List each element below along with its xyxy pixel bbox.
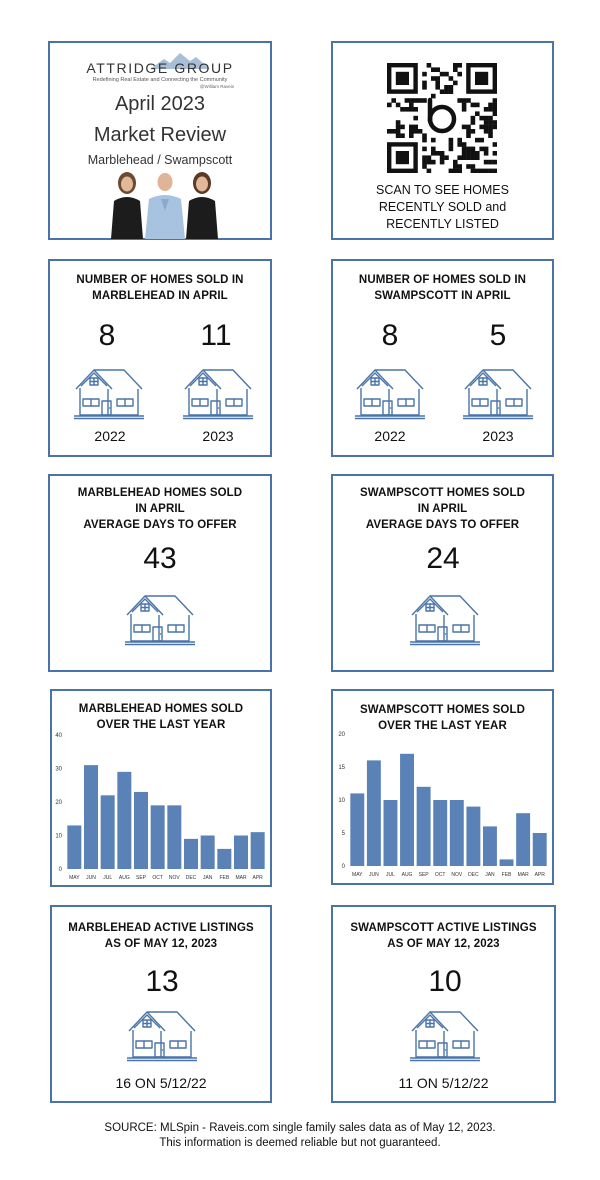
x-tick-label: MAR bbox=[235, 875, 247, 881]
towns-subtitle: Marblehead / Swampscott bbox=[87, 153, 233, 167]
qr-card[interactable] bbox=[331, 41, 554, 240]
header-card bbox=[48, 41, 272, 240]
title-line1: NUMBER OF HOMES SOLD IN bbox=[358, 274, 527, 286]
bar-aug bbox=[117, 772, 131, 869]
chart-title-line1: MARBLEHEAD HOMES SOLD bbox=[78, 703, 244, 715]
swampscott-bar-chart bbox=[333, 727, 552, 883]
house-icon bbox=[353, 364, 429, 420]
x-tick-label: OCT bbox=[434, 872, 446, 878]
sold-count-2023: 5 bbox=[489, 319, 507, 352]
bar-sep bbox=[417, 787, 431, 866]
y-tick-label: 20 bbox=[55, 800, 62, 806]
source-footer bbox=[0, 1121, 600, 1151]
title-line2: SWAMPSCOTT IN APRIL bbox=[374, 290, 511, 302]
days-to-offer-marblehead-title bbox=[50, 485, 270, 533]
title-line1: SWAMPSCOTT ACTIVE LISTINGS bbox=[350, 922, 537, 934]
bar-aug bbox=[400, 754, 414, 866]
qr-caption bbox=[333, 182, 552, 233]
homes-sold-marblehead-card bbox=[48, 259, 272, 457]
house-icon bbox=[181, 364, 257, 420]
days-to-offer-swampscott-title bbox=[333, 485, 552, 533]
active-listings-value: 10 bbox=[428, 965, 462, 998]
x-tick-label: NOV bbox=[451, 872, 463, 878]
active-listings-swampscott-title bbox=[333, 920, 554, 952]
bar-oct bbox=[151, 805, 165, 869]
year-label-2023: 2023 bbox=[482, 428, 514, 444]
brand-sub-tagline: @William Raveis bbox=[199, 84, 234, 89]
bar-feb bbox=[500, 859, 514, 866]
bar-jun bbox=[84, 765, 98, 869]
bar-jan bbox=[483, 826, 497, 866]
title-line1: SWAMPSCOTT HOMES SOLD bbox=[359, 487, 526, 499]
prior-year-listings: 11 ON 5/12/22 bbox=[398, 1075, 489, 1091]
bar-dec bbox=[466, 807, 480, 866]
title-line3: AVERAGE DAYS TO OFFER bbox=[365, 519, 520, 531]
homes-sold-swampscott-card bbox=[331, 259, 554, 457]
bar-may bbox=[67, 825, 81, 869]
footer-line1: SOURCE: MLSpin - Raveis.com single family sales data as of May 12, 2023. bbox=[104, 1122, 496, 1134]
report-title-line2: Market Review bbox=[93, 124, 227, 146]
title-line2: AS OF MAY 12, 2023 bbox=[104, 938, 218, 950]
qr-caption-line2: RECENTLY SOLD and bbox=[378, 200, 507, 214]
days-to-offer-marblehead-card bbox=[48, 474, 272, 672]
days-to-offer-value: 43 bbox=[143, 542, 177, 575]
bar-jun bbox=[367, 760, 381, 866]
chart-title-line2: OVER THE LAST YEAR bbox=[378, 720, 507, 732]
x-tick-label: MAR bbox=[517, 872, 529, 878]
y-tick-label: 30 bbox=[55, 766, 62, 773]
title-line2: MARBLEHEAD IN APRIL bbox=[92, 290, 228, 302]
title-line1: NUMBER OF HOMES SOLD IN bbox=[76, 274, 244, 286]
bar-nov bbox=[450, 800, 464, 866]
y-tick-label: 40 bbox=[55, 733, 62, 739]
title-line3: AVERAGE DAYS TO OFFER bbox=[83, 519, 237, 531]
x-tick-label: JUL bbox=[386, 872, 395, 878]
active-listings-value: 13 bbox=[145, 965, 179, 998]
house-icon bbox=[408, 590, 484, 646]
chart-title-line1: SWAMPSCOTT HOMES SOLD bbox=[359, 704, 526, 716]
year-label-2023: 2023 bbox=[202, 428, 234, 444]
title-line1: MARBLEHEAD HOMES SOLD bbox=[77, 487, 243, 499]
bar-mar bbox=[234, 836, 248, 870]
bitly-logo bbox=[422, 98, 462, 138]
report-title-line1: April 2023 bbox=[114, 93, 206, 115]
x-tick-label: OCT bbox=[152, 875, 163, 881]
x-tick-label: FEB bbox=[219, 875, 230, 881]
x-tick-label: NOV bbox=[168, 875, 180, 881]
x-tick-label: FEB bbox=[501, 872, 512, 878]
homes-sold-swampscott-title bbox=[333, 272, 552, 304]
chart-title-line2: OVER THE LAST YEAR bbox=[96, 719, 226, 731]
y-tick-label: 20 bbox=[338, 732, 345, 738]
homes-sold-marblehead-title bbox=[50, 272, 270, 304]
active-listings-marblehead-card bbox=[50, 905, 272, 1103]
days-to-offer-value: 24 bbox=[426, 542, 460, 575]
x-tick-label: MAY bbox=[69, 875, 80, 881]
bar-may bbox=[350, 793, 364, 866]
bar-jul bbox=[383, 800, 397, 866]
x-tick-label: SEP bbox=[418, 872, 429, 878]
y-tick-label: 5 bbox=[341, 831, 345, 837]
year-label-2022: 2022 bbox=[94, 428, 126, 444]
sold-count-2022: 8 bbox=[98, 319, 116, 352]
days-to-offer-swampscott-card bbox=[331, 474, 554, 672]
house-icon bbox=[408, 1006, 484, 1062]
bar-sep bbox=[134, 792, 148, 869]
bar-jan bbox=[201, 836, 215, 870]
y-tick-label: 15 bbox=[338, 765, 345, 771]
active-listings-swampscott-card bbox=[331, 905, 556, 1103]
title-line2: AS OF MAY 12, 2023 bbox=[387, 938, 500, 950]
sold-count-2023: 11 bbox=[200, 319, 232, 352]
y-tick-label: 0 bbox=[58, 867, 62, 873]
x-tick-label: MAY bbox=[352, 872, 363, 878]
x-tick-label: JUN bbox=[86, 875, 96, 881]
y-tick-label: 0 bbox=[341, 864, 345, 870]
marblehead-chart-card bbox=[50, 689, 272, 887]
x-tick-label: APR bbox=[252, 875, 263, 881]
x-tick-label: DEC bbox=[468, 872, 479, 878]
x-tick-label: AUG bbox=[118, 875, 130, 881]
title-line2: IN APRIL bbox=[135, 503, 185, 515]
bar-jul bbox=[101, 795, 115, 869]
year-label-2022: 2022 bbox=[374, 428, 406, 444]
house-icon bbox=[461, 364, 537, 420]
swampscott-chart-card bbox=[331, 689, 554, 885]
x-tick-label: SEP bbox=[135, 875, 147, 881]
qr-caption-line1: SCAN TO SEE HOMES bbox=[376, 183, 509, 197]
sold-count-2022: 8 bbox=[381, 319, 399, 352]
bar-apr bbox=[251, 832, 265, 869]
x-tick-label: JAN bbox=[202, 875, 213, 881]
x-tick-label: JUL bbox=[103, 875, 113, 881]
x-tick-label: JAN bbox=[485, 872, 495, 878]
house-icon bbox=[125, 1006, 201, 1062]
bar-feb bbox=[217, 849, 231, 869]
active-listings-marblehead-title bbox=[52, 920, 270, 952]
title-line2: IN APRIL bbox=[417, 503, 468, 515]
x-tick-label: JUN bbox=[369, 872, 379, 878]
bar-oct bbox=[433, 800, 447, 866]
bar-nov bbox=[167, 805, 181, 869]
x-tick-label: AUG bbox=[401, 872, 413, 878]
x-tick-label: DEC bbox=[185, 875, 197, 881]
qr-caption-line3: RECENTLY LISTED bbox=[386, 217, 499, 231]
house-icon bbox=[72, 364, 148, 420]
marblehead-bar-chart bbox=[52, 727, 270, 885]
bar-dec bbox=[184, 839, 198, 869]
brand-tagline: Redefining Real Estate and Connecting the Community bbox=[92, 77, 228, 83]
team-photo bbox=[105, 171, 225, 239]
brand-name: ATTRIDGE GROUP bbox=[86, 60, 234, 76]
y-tick-label: 10 bbox=[55, 833, 62, 840]
title-line1: MARBLEHEAD ACTIVE LISTINGS bbox=[68, 922, 254, 934]
footer-line2: This information is deemed reliable but not guaranteed. bbox=[159, 1137, 441, 1149]
x-tick-label: APR bbox=[534, 872, 545, 878]
prior-year-listings: 16 ON 5/12/22 bbox=[115, 1075, 207, 1091]
house-icon bbox=[123, 590, 199, 646]
qr-code[interactable] bbox=[387, 63, 497, 173]
bar-mar bbox=[516, 813, 530, 866]
bar-apr bbox=[533, 833, 547, 866]
y-tick-label: 10 bbox=[338, 798, 345, 804]
